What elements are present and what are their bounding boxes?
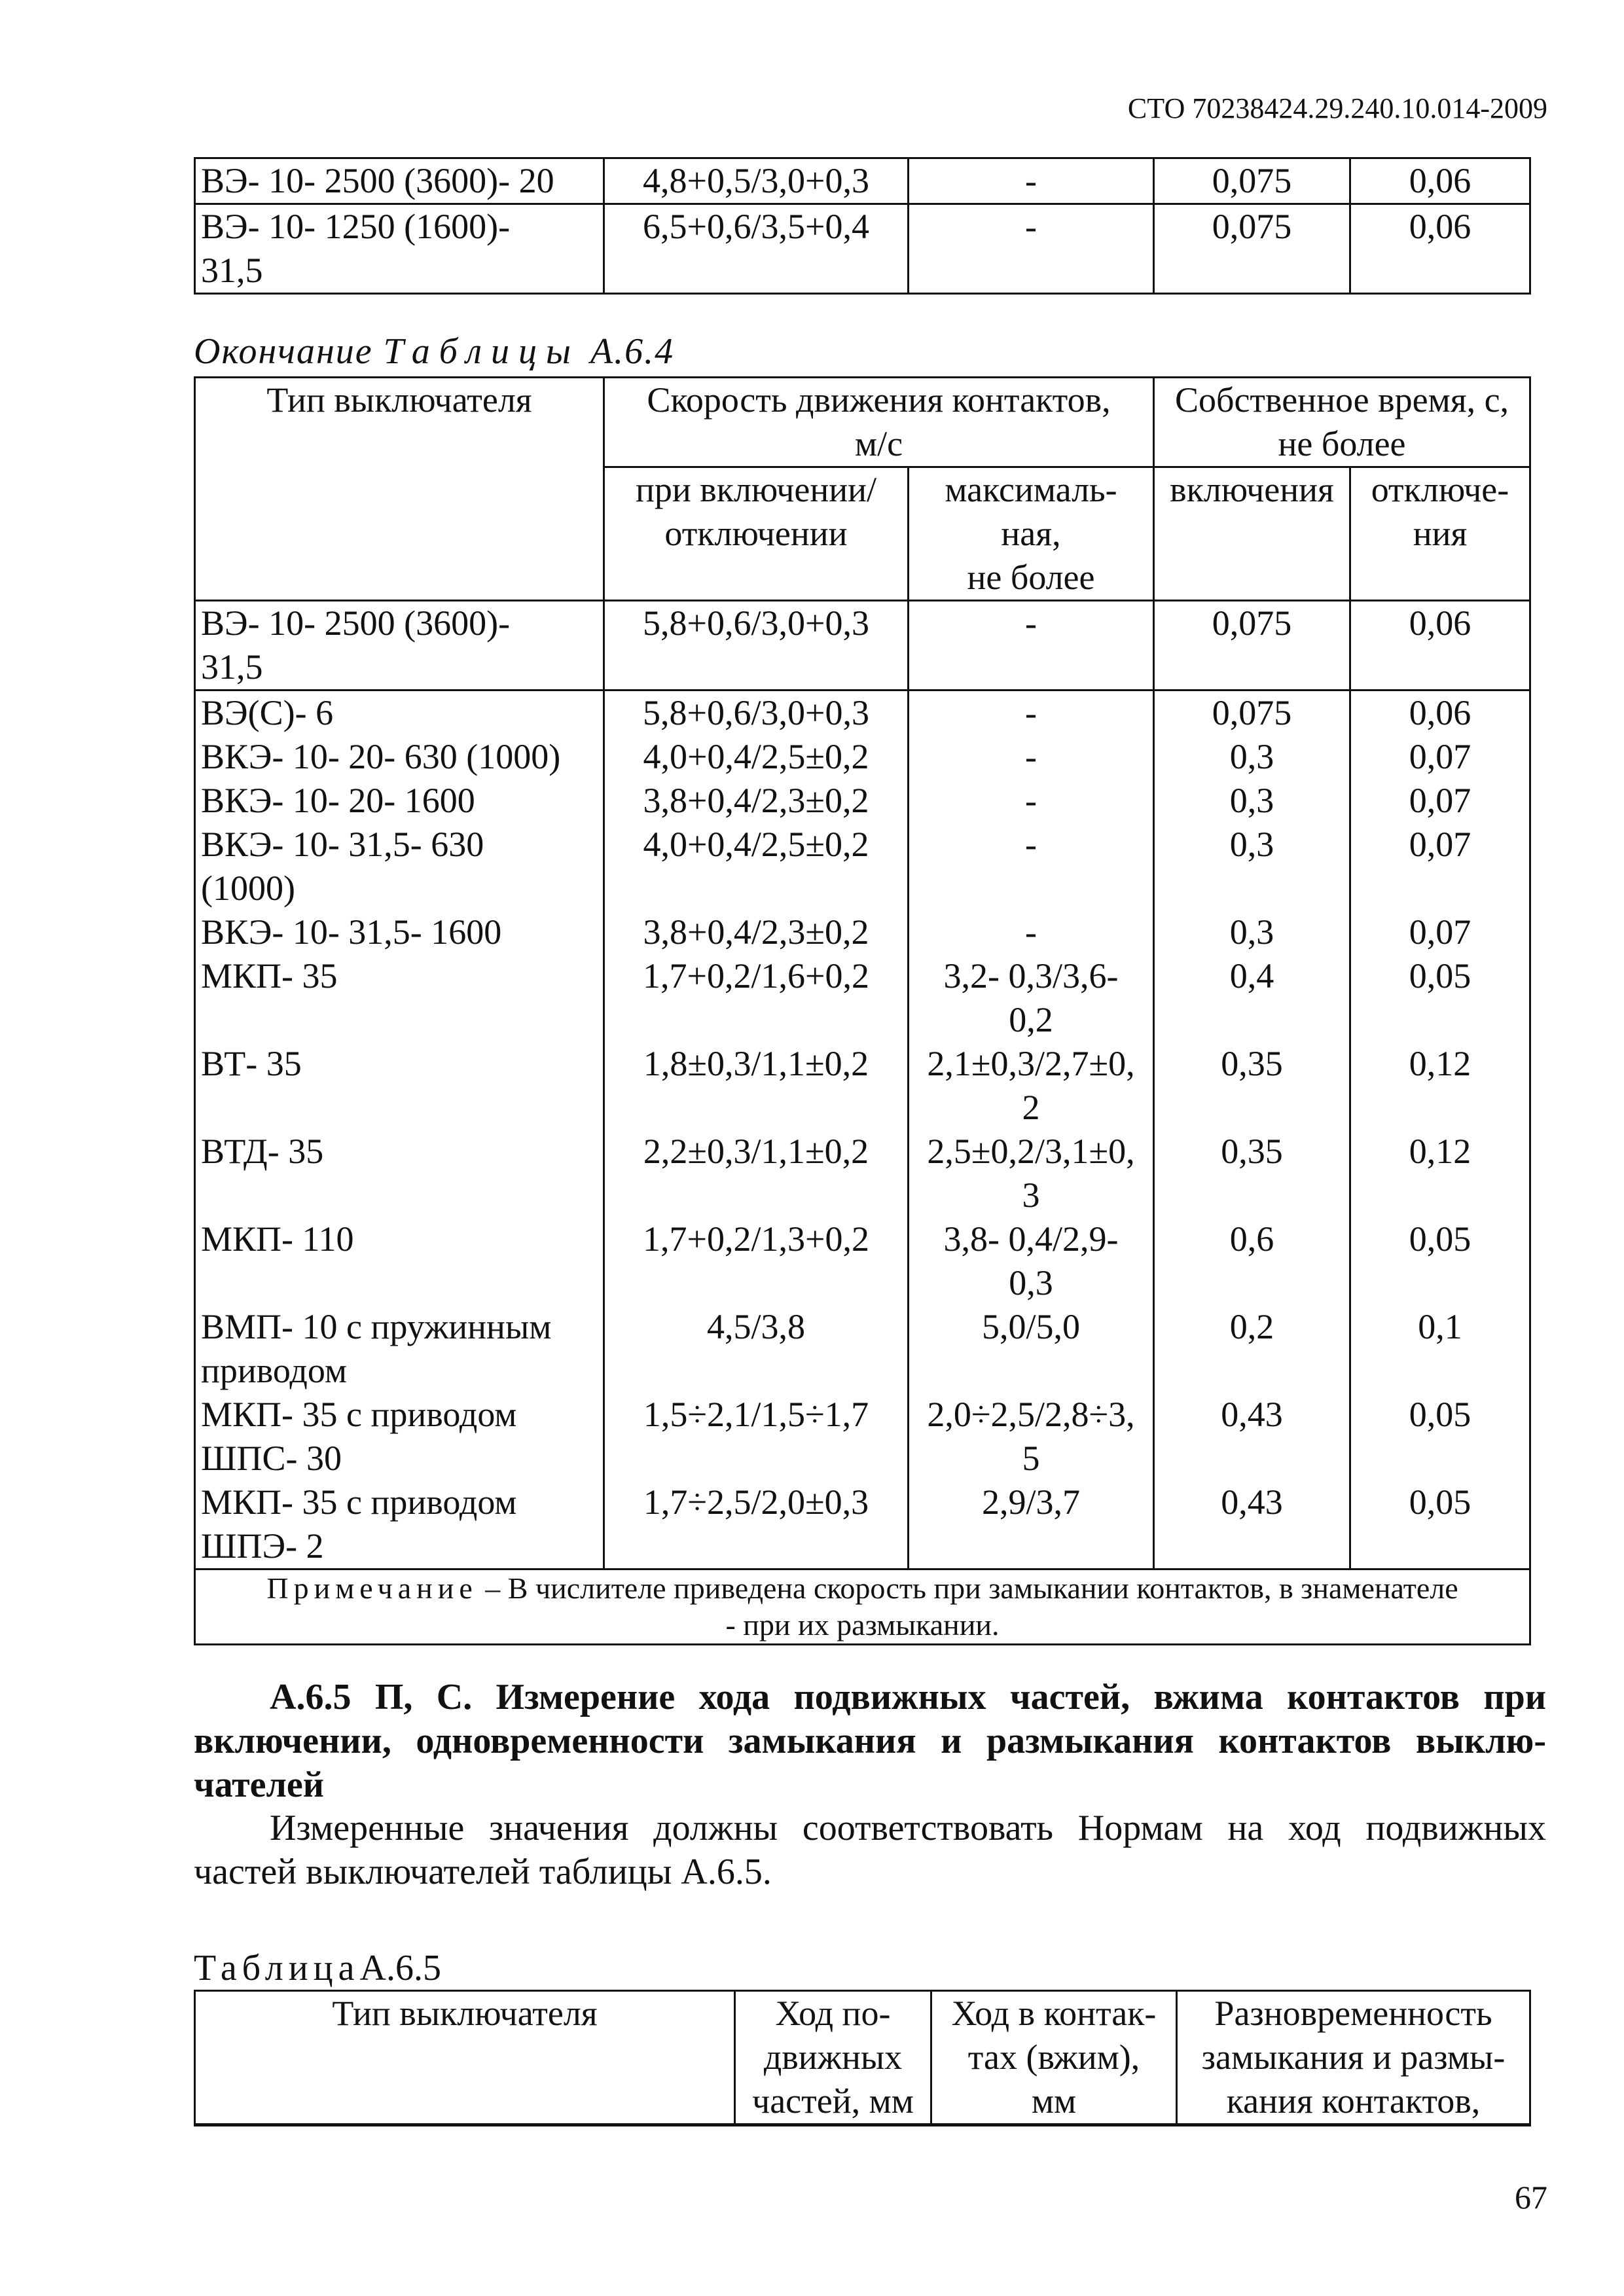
- header-travel: Ход по- движных частей, мм: [735, 1991, 931, 2125]
- table-cell: 5,0/5,0: [909, 1305, 1154, 1393]
- document-code: СТО 70238424.29.240.10.014-2009: [1127, 92, 1547, 124]
- header-type: Тип выключателя: [195, 1991, 735, 2125]
- table-row: [195, 204, 1530, 294]
- table-row: [195, 823, 1530, 910]
- table-cell: 0,05: [1350, 1217, 1530, 1305]
- table-cell: -: [909, 910, 1154, 954]
- table-cell: 0,3: [1154, 823, 1350, 910]
- table-row: [195, 910, 1530, 954]
- header-speed-onoff: при включении/ отключении: [604, 467, 909, 601]
- table-cell: 0,075: [1154, 204, 1350, 294]
- table-cell: ВТ- 35: [195, 1042, 604, 1130]
- table-cell: МКП- 110: [195, 1217, 604, 1305]
- section-paragraph: Измеренные значения должны соответствовать Нормам на ход подвижных частей выключателей таблицы А.6.5.: [194, 1808, 1546, 1892]
- table-cell: МКП- 35: [195, 954, 604, 1042]
- header-speed: Скорость движения контактов, м/с: [604, 378, 1154, 467]
- table-cell: 0,06: [1350, 691, 1530, 736]
- table-cell: 0,12: [1350, 1042, 1530, 1130]
- table-cell: 0,05: [1350, 954, 1530, 1042]
- table-a64-continuation-top: [194, 157, 1531, 295]
- section-title: А.6.5 П, С. Измерение хода подвижных частей, вжима контактов при включении, одновременности замыкания и размыкания контактов выклю-чателей: [194, 1677, 1546, 1805]
- table-cell: 3,2- 0,3/3,6- 0,2: [909, 954, 1154, 1042]
- header-contact-travel: Ход в контак- тах (вжим), мм: [931, 1991, 1177, 2125]
- table-cell: 0,2: [1154, 1305, 1350, 1393]
- table-cell: 2,2±0,3/1,1±0,2: [604, 1130, 909, 1217]
- table-cell: 0,4: [1154, 954, 1350, 1042]
- table-cell: 1,7+0,2/1,3+0,2: [604, 1217, 909, 1305]
- table-cell: -: [909, 823, 1154, 910]
- table-cell: 4,5/3,8: [604, 1305, 909, 1393]
- table-header-row: [195, 378, 1530, 467]
- table-cell: -: [909, 691, 1154, 736]
- table-cell: 2,5±0,2/3,1±0, 3: [909, 1130, 1154, 1217]
- table-cell: МКП- 35 с приводом ШПС- 30: [195, 1393, 604, 1480]
- table-a65: [194, 1990, 1531, 2126]
- table-cell: -: [909, 204, 1154, 294]
- table-note: Примечание – В числителе приведена скорость при замыкании контактов, в знаменателе - при их размыкании.: [195, 1570, 1530, 1645]
- table-cell: 0,07: [1350, 779, 1530, 823]
- table-cell: 3,8+0,4/2,3±0,2: [604, 910, 909, 954]
- table-cell: 4,8+0,5/3,0+0,3: [604, 158, 909, 204]
- table-row: [195, 1480, 1530, 1570]
- table-cell: 2,0÷2,5/2,8÷3, 5: [909, 1393, 1154, 1480]
- table-cell: 5,8+0,6/3,0+0,3: [604, 691, 909, 736]
- table-row: [195, 779, 1530, 823]
- table-cell: -: [909, 735, 1154, 779]
- table-cell: 3,8+0,4/2,3±0,2: [604, 779, 909, 823]
- table-cell: ВТД- 35: [195, 1130, 604, 1217]
- header-type: Тип выключателя: [195, 378, 604, 601]
- table-row: [195, 1042, 1530, 1130]
- table-note-row: [195, 1570, 1530, 1645]
- table-cell: 0,07: [1350, 910, 1530, 954]
- table-cell: 0,07: [1350, 735, 1530, 779]
- table-cell: ВКЭ- 10- 31,5- 630 (1000): [195, 823, 604, 910]
- table-cell: 0,3: [1154, 779, 1350, 823]
- table-cell: 0,1: [1350, 1305, 1530, 1393]
- table-cell: 0,07: [1350, 823, 1530, 910]
- table-cell: 0,075: [1154, 158, 1350, 204]
- table-cell: 0,12: [1350, 1130, 1530, 1217]
- table-cell: ВКЭ- 10- 20- 630 (1000): [195, 735, 604, 779]
- table-cell: 0,43: [1154, 1480, 1350, 1570]
- table-cell: 0,075: [1154, 691, 1350, 736]
- table-cell: ВЭ(С)- 6: [195, 691, 604, 736]
- header-speed-max: максималь- ная, не более: [909, 467, 1154, 601]
- table-header-row: [195, 1991, 1530, 2125]
- page-number: 67: [1515, 2179, 1547, 2215]
- header-time-off: отключе- ния: [1350, 467, 1530, 601]
- table-cell: 0,06: [1350, 158, 1530, 204]
- table-a65-caption: ТаблицаА.6.5: [194, 1948, 441, 1988]
- table-cell: -: [909, 158, 1154, 204]
- table-cell: 1,7÷2,5/2,0±0,3: [604, 1480, 909, 1570]
- table-cell: 2,1±0,3/2,7±0, 2: [909, 1042, 1154, 1130]
- table-cell: ВКЭ- 10- 20- 1600: [195, 779, 604, 823]
- header-time-difference: Разновременность замыкания и размы- кания контактов,: [1177, 1991, 1530, 2125]
- table-cell: -: [909, 779, 1154, 823]
- table-cell: 0,35: [1154, 1042, 1350, 1130]
- table-row: [195, 1130, 1530, 1217]
- table-cell: 0,05: [1350, 1480, 1530, 1570]
- table-cell: 0,3: [1154, 910, 1350, 954]
- table-cell: 0,05: [1350, 1393, 1530, 1480]
- table-row: [195, 735, 1530, 779]
- table-cell: ВМП- 10 с пружинным приводом: [195, 1305, 604, 1393]
- table-a64: [194, 376, 1531, 1645]
- table-cell: 4,0+0,4/2,5±0,2: [604, 823, 909, 910]
- table-row: [195, 158, 1530, 204]
- table-cell: 3,8- 0,4/2,9- 0,3: [909, 1217, 1154, 1305]
- table-cell: 0,06: [1350, 204, 1530, 294]
- table-row: ВЭ- 10- 2500 (3600)- 31,5 5,8+0,6/3,0+0,3 - 0,075 0,06: [195, 601, 1530, 691]
- table-row: [195, 954, 1530, 1042]
- table-row: [195, 1393, 1530, 1480]
- table-cell: МКП- 35 с приводом ШПЭ- 2: [195, 1480, 604, 1570]
- table-cell: ВЭ- 10- 1250 (1600)- 31,5: [195, 204, 604, 294]
- table-row: [195, 1217, 1530, 1305]
- table-cell: ВЭ- 10- 2500 (3600)- 20: [195, 158, 604, 204]
- table-row: [195, 691, 1530, 736]
- table-cell: 1,8±0,3/1,1±0,2: [604, 1042, 909, 1130]
- table-a64-caption: Окончание Таблицы А.6.4: [194, 331, 675, 372]
- table-cell: 0,43: [1154, 1393, 1350, 1480]
- table-cell: 0,6: [1154, 1217, 1350, 1305]
- table-cell: 6,5+0,6/3,5+0,4: [604, 204, 909, 294]
- table-cell: 4,0+0,4/2,5±0,2: [604, 735, 909, 779]
- header-own-time: Собственное время, с, не более: [1154, 378, 1530, 467]
- table-row: [195, 1305, 1530, 1393]
- header-time-on: включения: [1154, 467, 1350, 601]
- table-cell: 1,7+0,2/1,6+0,2: [604, 954, 909, 1042]
- table-cell: ВКЭ- 10- 31,5- 1600: [195, 910, 604, 954]
- table-cell: 2,9/3,7: [909, 1480, 1154, 1570]
- table-cell: 0,35: [1154, 1130, 1350, 1217]
- table-cell: 1,5÷2,1/1,5÷1,7: [604, 1393, 909, 1480]
- table-cell: 0,3: [1154, 735, 1350, 779]
